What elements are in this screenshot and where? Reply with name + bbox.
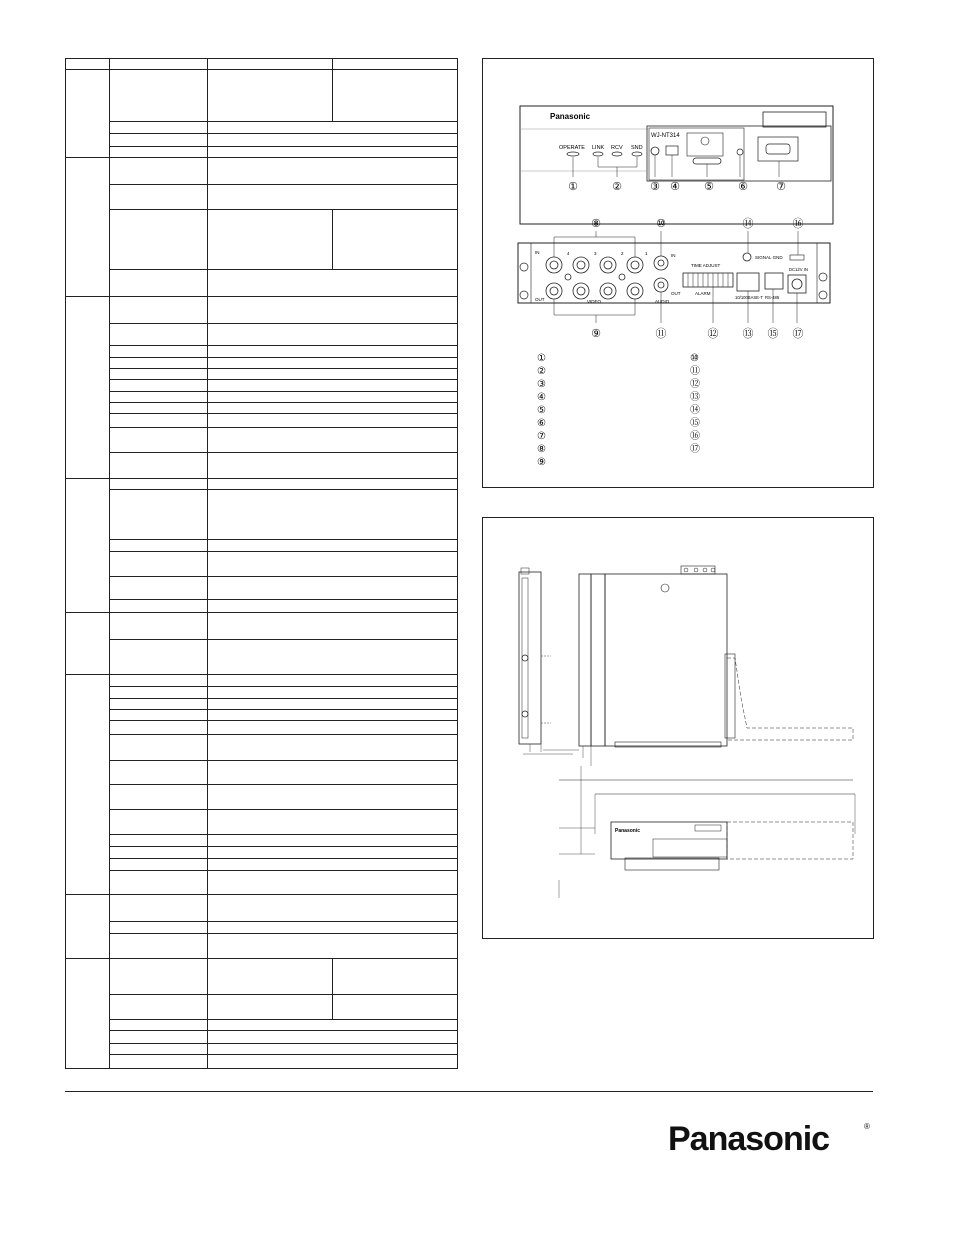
spec-value-cell	[208, 709, 458, 720]
spec-item-cell	[110, 185, 208, 210]
spec-category-cell	[66, 70, 110, 158]
callout-rear-15: ⑮	[767, 328, 779, 340]
spec-value-cell	[208, 209, 333, 269]
spec-item-cell	[110, 146, 208, 157]
spec-item-cell	[110, 209, 208, 269]
spec-item-cell	[110, 369, 208, 380]
spec-table-body	[66, 59, 458, 1069]
spec-value-cell	[208, 847, 458, 858]
spec-row	[66, 835, 458, 847]
spec-row	[66, 847, 458, 858]
spec-value-cell	[208, 539, 458, 551]
spec-value-cell	[208, 146, 458, 157]
spec-item-cell	[110, 134, 208, 146]
spec-value-cell	[208, 734, 458, 760]
spec-row	[66, 414, 458, 427]
spec-value-cell	[208, 858, 458, 870]
callout-front-5: ⑤	[704, 181, 714, 193]
legend-right-10: ⑩	[690, 353, 699, 364]
spec-item-cell	[110, 346, 208, 357]
spec-header-cell	[66, 59, 110, 70]
spec-header-row	[66, 59, 458, 70]
label-rcv: RCV	[611, 145, 623, 151]
spec-row	[66, 209, 458, 269]
spec-item-cell	[110, 734, 208, 760]
front-brand: Panasonic	[550, 112, 591, 121]
spec-value-cell	[208, 1043, 458, 1054]
spec-item-cell	[110, 357, 208, 368]
spec-row	[66, 369, 458, 380]
spec-row	[66, 871, 458, 895]
video-label: VIDEO	[587, 299, 602, 304]
spec-row	[66, 489, 458, 539]
spec-item-cell	[110, 871, 208, 895]
spec-row	[66, 269, 458, 296]
spec-item-cell	[110, 1019, 208, 1030]
spec-value-cell	[208, 894, 458, 921]
legend-left-7: ⑦	[537, 431, 546, 442]
callout-rear-10: ⑩	[656, 218, 666, 230]
spec-value-cell	[208, 1055, 458, 1069]
signal-gnd-terminal	[743, 253, 751, 261]
spec-category-cell	[66, 674, 110, 894]
spec-item-cell	[110, 452, 208, 478]
spec-header-cell	[208, 59, 333, 70]
spec-item-cell	[110, 847, 208, 858]
spec-value-cell	[208, 323, 458, 346]
spec-value-cell	[208, 760, 458, 785]
spec-row	[66, 452, 458, 478]
spec-row	[66, 894, 458, 921]
spec-item-cell	[110, 489, 208, 539]
top-view	[543, 566, 853, 766]
spec-value-cell	[208, 296, 458, 323]
spec-row	[66, 478, 458, 489]
callout-rear-16: ⑯	[792, 218, 804, 230]
spec-value-cell	[208, 403, 458, 414]
spec-item-cell	[110, 612, 208, 639]
spec-item-cell	[110, 785, 208, 810]
dip-switch	[666, 146, 678, 155]
lan-label: 10/100BASE-T	[735, 295, 763, 300]
spec-row	[66, 323, 458, 346]
front-view	[520, 106, 833, 224]
spec-row	[66, 380, 458, 391]
spec-value-cell	[208, 269, 458, 296]
spec-table	[65, 58, 458, 1069]
audio-in-label: IN	[671, 253, 676, 258]
rear-in-label: IN	[535, 250, 540, 255]
spec-value-cell	[208, 612, 458, 639]
spec-value-cell	[208, 995, 333, 1020]
spec-row	[66, 576, 458, 600]
spec-value-cell	[208, 698, 458, 709]
lan-port	[737, 273, 759, 291]
spec-item-cell	[110, 721, 208, 734]
spec-value-cell	[208, 576, 458, 600]
callout-front-2: ②	[612, 181, 622, 193]
ch-2: 2	[621, 251, 624, 256]
rs485-port	[765, 273, 783, 289]
spec-item-cell	[110, 576, 208, 600]
spec-value-cell	[208, 721, 458, 734]
serial-port	[758, 137, 798, 161]
spec-value-cell	[208, 835, 458, 847]
spec-value-cell	[208, 414, 458, 427]
spec-row	[66, 760, 458, 785]
spec-item-cell	[110, 158, 208, 185]
spec-item-cell	[110, 687, 208, 698]
spec-item-cell	[110, 323, 208, 346]
spec-value-cell	[333, 70, 458, 122]
spec-row	[66, 639, 458, 674]
spec-row	[66, 391, 458, 402]
callout-front-3: ③	[650, 181, 660, 193]
spec-row	[66, 357, 458, 368]
spec-value-cell	[208, 639, 458, 674]
legend-left-9: ⑨	[537, 457, 546, 468]
appearance-panel	[482, 58, 874, 488]
dimensions-panel	[482, 517, 874, 939]
callout-rear-8: ⑧	[591, 218, 601, 230]
callout-rear-14: ⑭	[742, 218, 754, 230]
dc-in-label: DC12V IN	[789, 267, 808, 272]
spec-row	[66, 810, 458, 835]
callout-legend	[537, 353, 700, 468]
spec-row	[66, 600, 458, 612]
spec-row	[66, 721, 458, 734]
spec-value-cell	[208, 357, 458, 368]
spec-item-cell	[110, 698, 208, 709]
footer-rule	[65, 1091, 873, 1092]
callout-front-7: ⑦	[776, 181, 786, 193]
spec-value-cell	[208, 958, 333, 994]
spec-row	[66, 539, 458, 551]
spec-row	[66, 296, 458, 323]
spec-row	[66, 674, 458, 686]
label-snd: SND	[631, 145, 643, 151]
rs485-label: RS-485	[765, 295, 780, 300]
spec-value-cell	[208, 478, 458, 489]
spec-value-cell	[208, 391, 458, 402]
spec-value-cell	[333, 995, 458, 1020]
appearance-drawing	[483, 59, 873, 487]
rear-out-label: OUT	[535, 297, 545, 302]
spec-item-cell	[110, 1055, 208, 1069]
spec-item-cell	[110, 478, 208, 489]
spec-row	[66, 858, 458, 870]
spec-item-cell	[110, 958, 208, 994]
spec-row	[66, 427, 458, 452]
spec-item-cell	[110, 995, 208, 1020]
spec-row	[66, 995, 458, 1020]
spec-value-cell	[333, 209, 458, 269]
front-model: WJ-NT314	[651, 133, 680, 139]
spec-value-cell	[208, 687, 458, 698]
front-dim-view	[559, 766, 855, 898]
legend-right-12: ⑫	[690, 379, 700, 390]
spec-value-cell	[208, 134, 458, 146]
legend-right-15: ⑮	[690, 418, 700, 429]
spec-item-cell	[110, 600, 208, 612]
spec-item-cell	[110, 414, 208, 427]
label-link: LINK	[592, 145, 605, 151]
spec-row	[66, 921, 458, 933]
callout-front-1: ①	[568, 181, 578, 193]
spec-row	[66, 1055, 458, 1069]
legend-left-1: ①	[537, 353, 546, 364]
spec-row	[66, 734, 458, 760]
spec-value-cell	[208, 369, 458, 380]
spec-item-cell	[110, 70, 208, 122]
legend-right-17: ⑰	[690, 444, 700, 455]
spec-category-cell	[66, 478, 110, 612]
spec-item-cell	[110, 380, 208, 391]
ch-1: 1	[645, 251, 648, 256]
front-indicators	[559, 145, 643, 156]
label-operate: OPERATE	[559, 145, 585, 151]
legend-right-14: ⑭	[690, 405, 700, 416]
callout-rear-11: ⑪	[655, 328, 667, 340]
spec-value-cell	[208, 70, 333, 122]
spec-item-cell	[110, 934, 208, 959]
spec-item-cell	[110, 709, 208, 720]
snd-led	[632, 152, 642, 156]
rear-view	[518, 217, 830, 340]
registered-mark: ®	[864, 1122, 870, 1131]
time-adjust-label: TIME ADJUST	[691, 263, 721, 268]
spec-row	[66, 785, 458, 810]
link-led	[593, 152, 603, 156]
legend-right-11: ⑪	[690, 366, 700, 377]
spec-item-cell	[110, 810, 208, 835]
spec-row	[66, 1019, 458, 1030]
spec-value-cell	[208, 452, 458, 478]
spec-row	[66, 958, 458, 994]
spec-item-cell	[110, 403, 208, 414]
spec-item-cell	[110, 835, 208, 847]
legend-left-6: ⑥	[537, 418, 546, 429]
spec-value-cell	[208, 346, 458, 357]
dc-jack	[792, 279, 802, 289]
reset-button	[651, 147, 659, 155]
spec-item-cell	[110, 391, 208, 402]
spec-value-cell	[208, 600, 458, 612]
callout-front-4: ④	[670, 181, 680, 193]
ch-4: 4	[567, 251, 570, 256]
side-view	[519, 568, 573, 754]
spec-row	[66, 146, 458, 157]
legend-left-8: ⑧	[537, 444, 546, 455]
spec-value-cell	[208, 1019, 458, 1030]
dimensions-drawing	[483, 518, 873, 938]
spec-value-cell	[208, 427, 458, 452]
legend-right-16: ⑯	[690, 431, 700, 442]
spec-row	[66, 122, 458, 134]
spec-category-cell	[66, 296, 110, 478]
callout-rear-13: ⑬	[742, 328, 754, 340]
spec-value-cell	[208, 551, 458, 576]
signal-gnd-label: SIGNAL GND	[755, 255, 783, 260]
ch-3: 3	[594, 251, 597, 256]
spec-value-cell	[208, 185, 458, 210]
audio-connectors	[654, 256, 668, 292]
legend-left-3: ③	[537, 379, 546, 390]
spec-item-cell	[110, 894, 208, 921]
alarm-label: ALARM	[695, 291, 711, 296]
spec-category-cell	[66, 158, 110, 297]
spec-row	[66, 1031, 458, 1043]
spec-row	[66, 612, 458, 639]
spec-item-cell	[110, 760, 208, 785]
footer-logo: Panasonic	[668, 1120, 830, 1158]
operate-led	[567, 152, 579, 156]
spec-value-cell	[208, 785, 458, 810]
callout-rear-12: ⑫	[707, 328, 719, 340]
spec-row	[66, 185, 458, 210]
spec-category-cell	[66, 958, 110, 1068]
callout-rear-9: ⑨	[591, 328, 601, 340]
spec-item-cell	[110, 296, 208, 323]
spec-row	[66, 709, 458, 720]
spec-item-cell	[110, 1031, 208, 1043]
spec-item-cell	[110, 858, 208, 870]
spec-value-cell	[208, 871, 458, 895]
spec-item-cell	[110, 427, 208, 452]
audio-label: AUDIO	[655, 299, 670, 304]
spec-value-cell	[208, 674, 458, 686]
spec-item-cell	[110, 551, 208, 576]
video-connectors	[546, 257, 643, 299]
spec-value-cell	[208, 921, 458, 933]
audio-out-label: OUT	[671, 291, 681, 296]
legend-left-2: ②	[537, 366, 546, 377]
dim-front-brand: Panasonic	[615, 828, 641, 834]
spec-value-cell	[208, 1031, 458, 1043]
spec-row	[66, 698, 458, 709]
spec-row	[66, 934, 458, 959]
spec-item-cell	[110, 639, 208, 674]
spec-row	[66, 687, 458, 698]
spec-value-cell	[208, 122, 458, 134]
spec-header-cell	[110, 59, 208, 70]
spec-value-cell	[333, 958, 458, 994]
spec-category-cell	[66, 612, 110, 674]
spec-item-cell	[110, 674, 208, 686]
spec-item-cell	[110, 122, 208, 134]
legend-left-4: ④	[537, 392, 546, 403]
spec-item-cell	[110, 921, 208, 933]
init-button	[737, 149, 743, 155]
callout-rear-17: ⑰	[792, 328, 804, 340]
spec-item-cell	[110, 539, 208, 551]
spec-row	[66, 134, 458, 146]
spec-value-cell	[208, 934, 458, 959]
spec-value-cell	[208, 158, 458, 185]
spec-row	[66, 403, 458, 414]
callout-front-6: ⑥	[738, 181, 748, 193]
spec-row	[66, 70, 458, 122]
spec-value-cell	[208, 810, 458, 835]
spec-category-cell	[66, 894, 110, 958]
rcv-led	[612, 152, 622, 156]
spec-value-cell	[208, 489, 458, 539]
spec-row	[66, 551, 458, 576]
card-slot	[693, 158, 721, 164]
spec-item-cell	[110, 269, 208, 296]
legend-left-5: ⑤	[537, 405, 546, 416]
spec-value-cell	[208, 380, 458, 391]
spec-row	[66, 158, 458, 185]
spec-item-cell	[110, 1043, 208, 1054]
spec-row	[66, 1043, 458, 1054]
spec-row	[66, 346, 458, 357]
legend-right-13: ⑬	[690, 392, 700, 403]
spec-header-cell	[333, 59, 458, 70]
